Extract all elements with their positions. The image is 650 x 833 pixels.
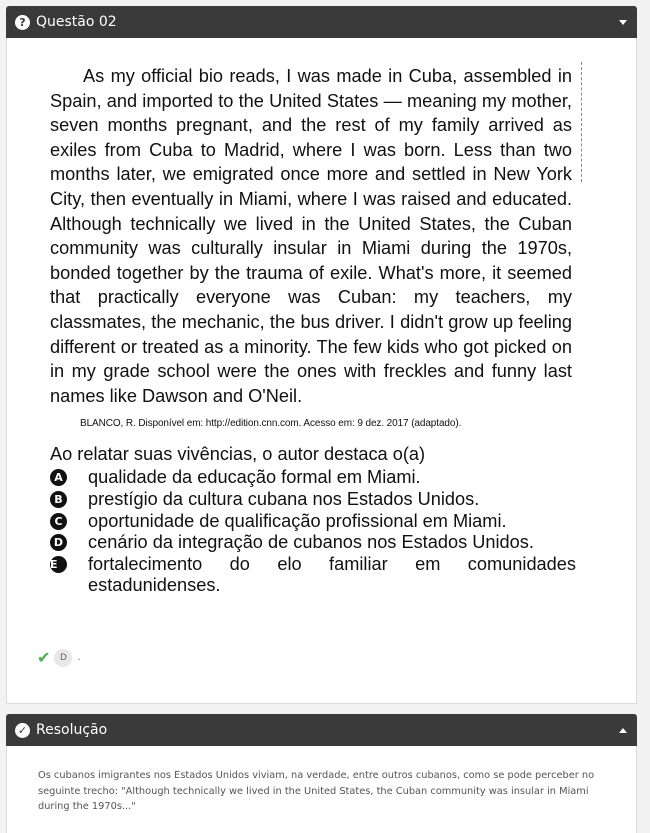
check-circle-icon: ✓ <box>15 723 30 738</box>
option-b-text: prestígio da cultura cubana nos Estados Unidos. <box>88 488 480 509</box>
option-a <box>50 467 576 489</box>
question-panel-body <box>6 38 637 704</box>
option-d <box>50 532 576 554</box>
option-e-badge: E <box>50 556 67 573</box>
answer-badge: D <box>54 649 72 667</box>
answer-suffix: . <box>77 652 81 663</box>
option-e <box>50 554 576 597</box>
option-c-text: oportunidade de qualificação profissional em Miami. <box>88 510 507 531</box>
resolution-title: Resolução <box>36 722 108 738</box>
question-circle-icon: ? <box>15 15 30 30</box>
answer-row <box>37 648 81 667</box>
option-a-badge: A <box>50 469 67 486</box>
question-citation: BLANCO, R. Disponível em: http://edition.cnn.com. Acesso em: 9 dez. 2017 (adaptado). <box>80 418 462 430</box>
option-c-badge: C <box>50 513 67 530</box>
question-prompt: Ao relatar suas vivências, o autor destaca o(a) <box>50 444 426 465</box>
resolution-panel-header[interactable] <box>6 714 637 746</box>
resolution-panel-body <box>6 746 637 833</box>
caret-up-icon[interactable] <box>619 728 627 733</box>
option-d-badge: D <box>50 534 67 551</box>
question-panel-header[interactable] <box>6 6 637 38</box>
option-e-text: fortalecimento do elo familiar em comunidades estadunidenses. <box>88 553 576 596</box>
caret-down-icon[interactable] <box>619 20 627 25</box>
option-c <box>50 511 576 533</box>
question-passage: As my official bio reads, I was made in Cuba, assembled in Spain, and imported to the United States — meaning my mother, seven months pregnant, and the rest of my family arrived as exiles from Cuba to Madrid, where I was born. Less than two months later, we emigrated once more and settled in New York City, then eventually in Miami, where I was raised and educated. Although technically we lived in the United States, the Cuban community was culturally insular in Miami during the 1970s, bonded together by the trauma of exile. What's more, it seemed that practically everyone was Cuban: my teachers, my classmates, the mechanic, the bus driver. I didn't grow up feeling different or treated as a minority. The few kids who got picked on in my grade school were the ones with freckles and funny last names like Dawson and O'Neil. <box>50 66 572 406</box>
option-b-badge: B <box>50 491 67 508</box>
answer-options <box>38 467 584 597</box>
option-d-text: cenário da integração de cubanos nos Estados Unidos. <box>88 532 534 553</box>
question-title: Questão 02 <box>36 14 117 30</box>
option-b <box>50 489 576 511</box>
scan-edge-line <box>580 62 582 182</box>
check-icon: ✔ <box>37 648 51 667</box>
question-scan <box>38 56 584 636</box>
option-a-text: qualidade da educação formal em Miami. <box>88 467 421 488</box>
resolution-text: Os cubanos imigrantes nos Estados Unidos viviam, na verdade, entre outros cubanos, como se pode perceber no seguinte trecho: "Although technically we lived in the United States, the Cuban community was insular in Miami during the 1970s..." <box>38 770 595 812</box>
